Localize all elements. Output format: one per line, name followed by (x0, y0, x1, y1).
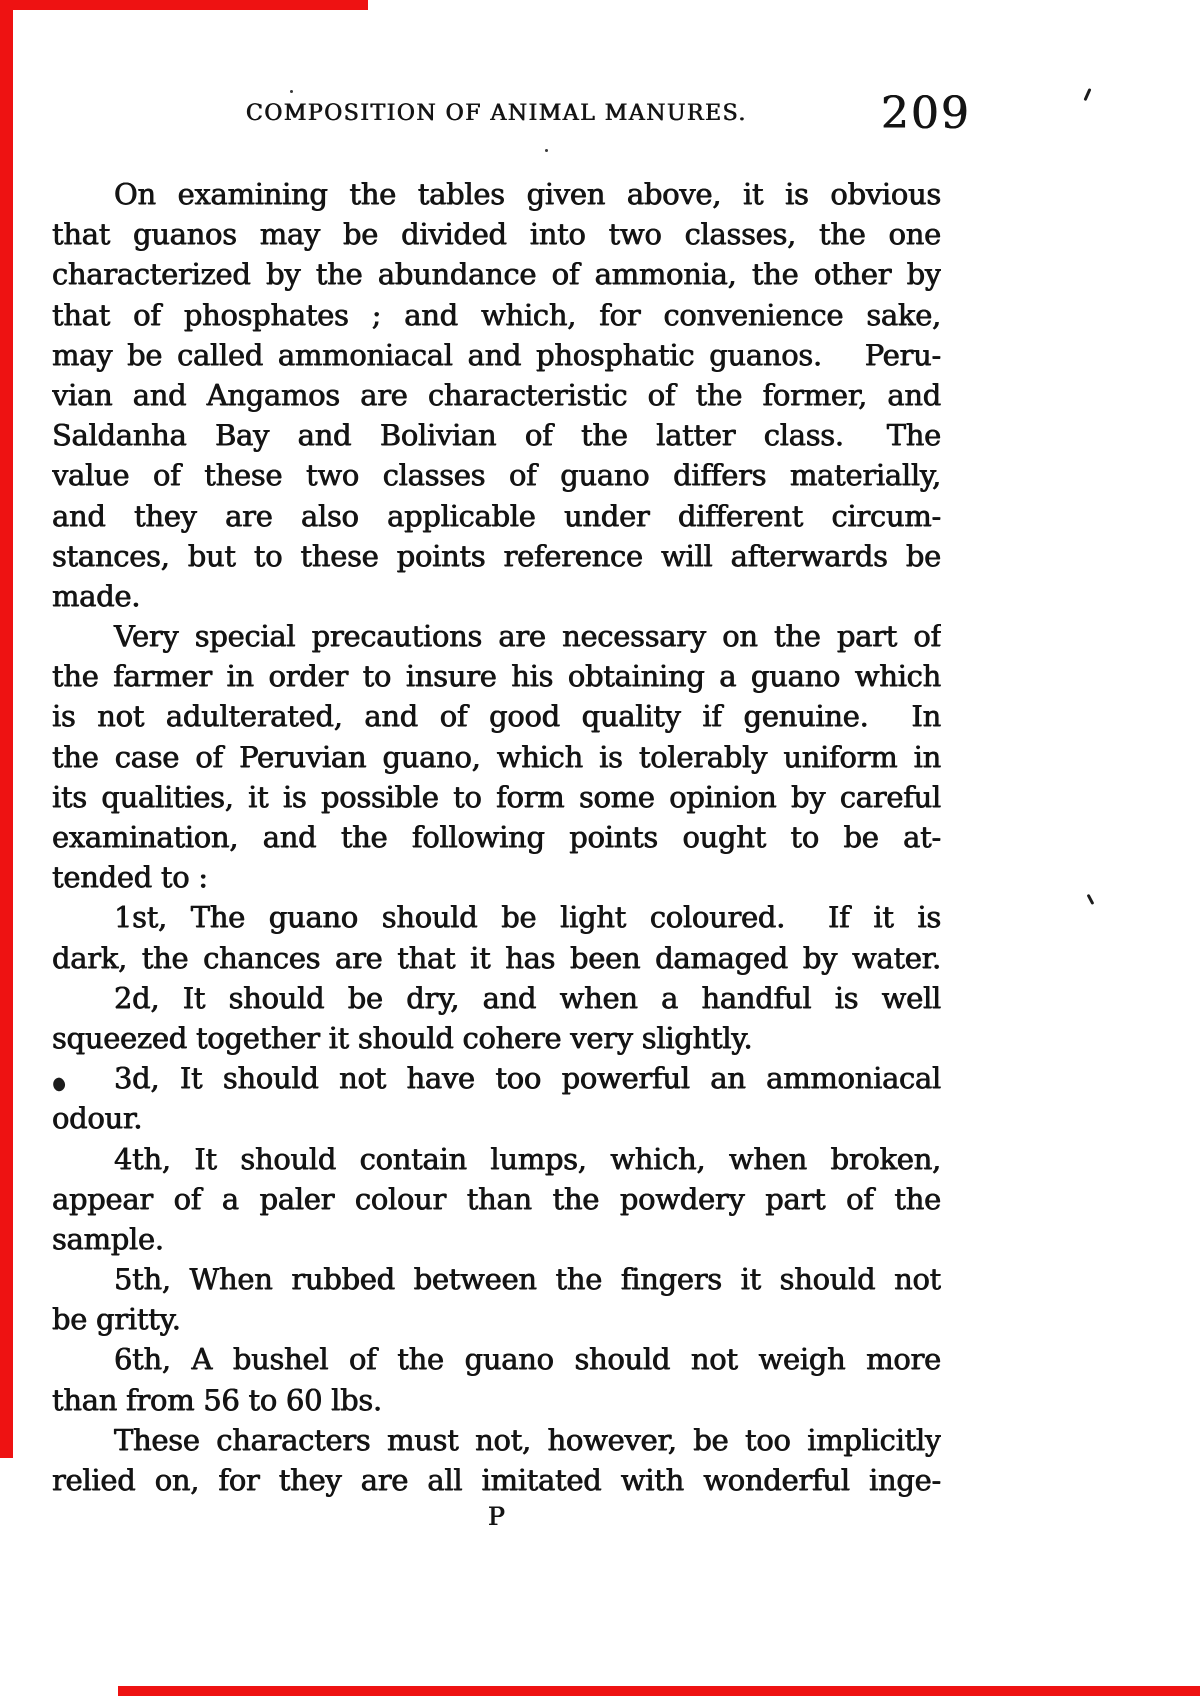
text-line: that of phosphates ; and which, for convenience sake, (52, 297, 941, 332)
scan-red-mark-bottom (118, 1686, 1200, 1696)
text-line: vian and Angamos are characteristic of the former, and (52, 377, 941, 412)
text-line: the farmer in order to insure his obtaining a guano which (52, 659, 941, 694)
text-line: value of these two classes of guano differs materially, (52, 458, 941, 493)
text-line: Saldanha Bay and Bolivian of the latter class. The (52, 418, 941, 453)
text-line: that guanos may be divided into two classes, the one (52, 217, 941, 252)
page-number: 209 (881, 88, 971, 139)
text-line: may be called ammoniacal and phosphatic guanos. Peru- (52, 337, 941, 372)
text-line: squeezed together it should cohere very slightly. (52, 1020, 753, 1055)
text-line: than from 56 to 60 lbs. (52, 1382, 382, 1417)
text-line: examination, and the following points ought to be at- (52, 820, 941, 854)
ink-speck (545, 149, 548, 152)
text-line: is not adulterated, and of good quality if genuine. In (52, 699, 941, 734)
text-line: characterized by the abundance of ammonia, the other by (52, 257, 941, 292)
scan-red-mark-top (0, 0, 368, 10)
body-text-block (52, 174, 941, 1500)
text-line: relied on, for they are all imitated with wonderful inge- (52, 1463, 941, 1497)
text-line: appear of a paler colour than the powdery part of the (52, 1181, 941, 1216)
text-line: 5th, When rubbed between the fingers it should not (114, 1262, 941, 1297)
text-line: Very special precautions are necessary on the part of (114, 619, 941, 654)
text-line: 3d, It should not have too powerful an ammoniacal (114, 1061, 941, 1096)
text-line: sample. (52, 1221, 164, 1256)
text-line: odour. (52, 1101, 143, 1136)
text-line: its qualities, it is possible to form some opinion by careful (52, 779, 941, 814)
text-line: stances, but to these points reference will afterwards be (52, 538, 941, 573)
running-head-title: COMPOSITION OF ANIMAL MANURES. (246, 101, 747, 126)
text-line: tended to : (52, 860, 208, 895)
text-line: 6th, A bushel of the guano should not weigh more (114, 1342, 941, 1377)
ink-speck (290, 90, 293, 93)
signature-mark: P (488, 1502, 505, 1531)
text-line: dark, the chances are that it has been damaged by water. (52, 940, 941, 975)
ink-speck (1087, 894, 1094, 905)
text-line: the case of Peruvian guano, which is tolerably uniform in (52, 739, 941, 774)
text-line: 2d, It should be dry, and when a handful is well (114, 980, 941, 1015)
ink-speck (1083, 88, 1091, 101)
text-line: 1st, The guano should be light coloured. If it is (114, 900, 941, 935)
text-line: 4th, It should contain lumps, which, when broken, (114, 1141, 941, 1176)
text-line: On examining the tables given above, it is obvious (114, 177, 941, 211)
text-line: These characters must not, however, be too implicitly (114, 1422, 941, 1457)
text-line: be gritty. (52, 1302, 181, 1337)
text-line: and they are also applicable under different circum- (52, 498, 941, 533)
scan-red-mark-left (0, 0, 13, 1458)
text-line: made. (52, 578, 141, 613)
